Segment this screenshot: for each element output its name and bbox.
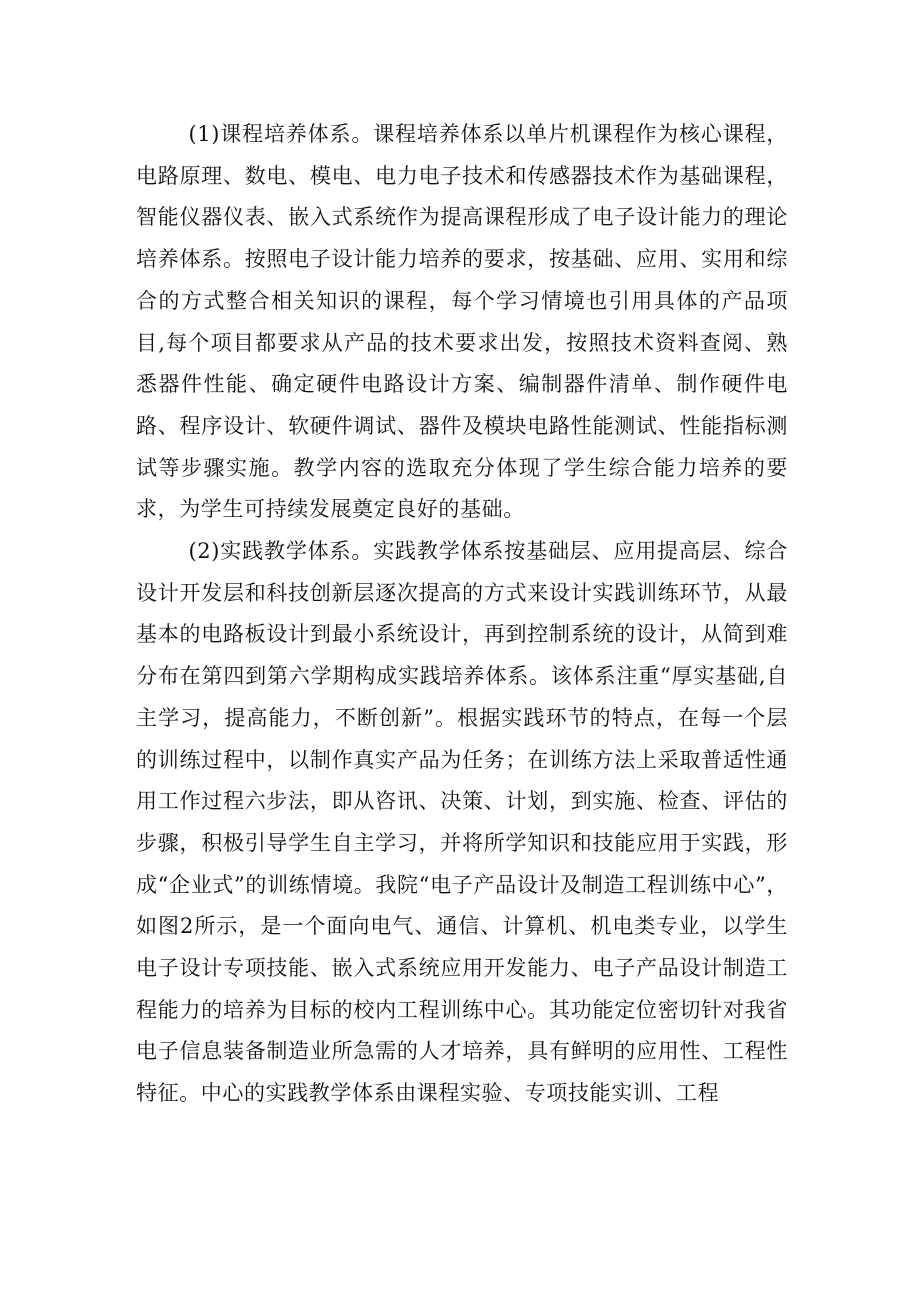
paragraph-practice-system: (2)实践教学体系。实践教学体系按基础层、应用提高层、综合设计开发层和科技创新层逐次提高的方式来设计实践训练环节，从最基本的电路板设计到最小系统设计，再到控制系统的设计，从简到难分布在第四到第六学期构成实践培养体系。该体系注重“厚实基础,自主学习，提高能力，不断创新”。根据实践环节的特点，在每一个层的训练过程中，以制作真实产品为任务；在训练方法上采取普适性通用工作过程六步法，即从咨讯、决策、计划，到实施、检查、评估的步骤，积极引导学生自主学习，并将所学知识和技能应用于实践，形成“企业式”的训练情境。我院“电子产品设计及制造工程训练中心”，如图2所示，是一个面向电气、通信、计算机、机电类专业，以学生电子设计专项技能、嵌入式系统应用开发能力、电子产品设计制造工程能力的培养为目标的校内工程训练中心。其功能定位密切针对我省电子信息装备制造业所急需的人才培养，具有鲜明的应用性、工程性特征。中心的实践教学体系由课程实验、专项技能实训、工程 xyxy=(136,539,788,1106)
document-body xyxy=(136,114,788,1115)
paragraph-course-system: (1)课程培养体系。课程培养体系以单片机课程作为核心课程，电路原理、数电、模电、电力电子技术和传感器技术作为基础课程，智能仪器仪表、嵌入式系统作为提高课程形成了电子设计能力的理论培养体系。按照电子设计能力培养的要求，按基础、应用、实用和综合的方式整合相关知识的课程，每个学习情境也引用具体的产品项目,每个项目都要求从产品的技术要求出发，按照技术资料查阅、熟悉器件性能、确定硬件电路设计方案、编制器件清单、制作硬件电路、程序设计、软硬件调试、器件及模块电路性能测试、性能指标测试等步骤实施。教学内容的选取充分体现了学生综合能力培养的要求，为学生可持续发展奠定良好的基础。 xyxy=(136,122,788,522)
